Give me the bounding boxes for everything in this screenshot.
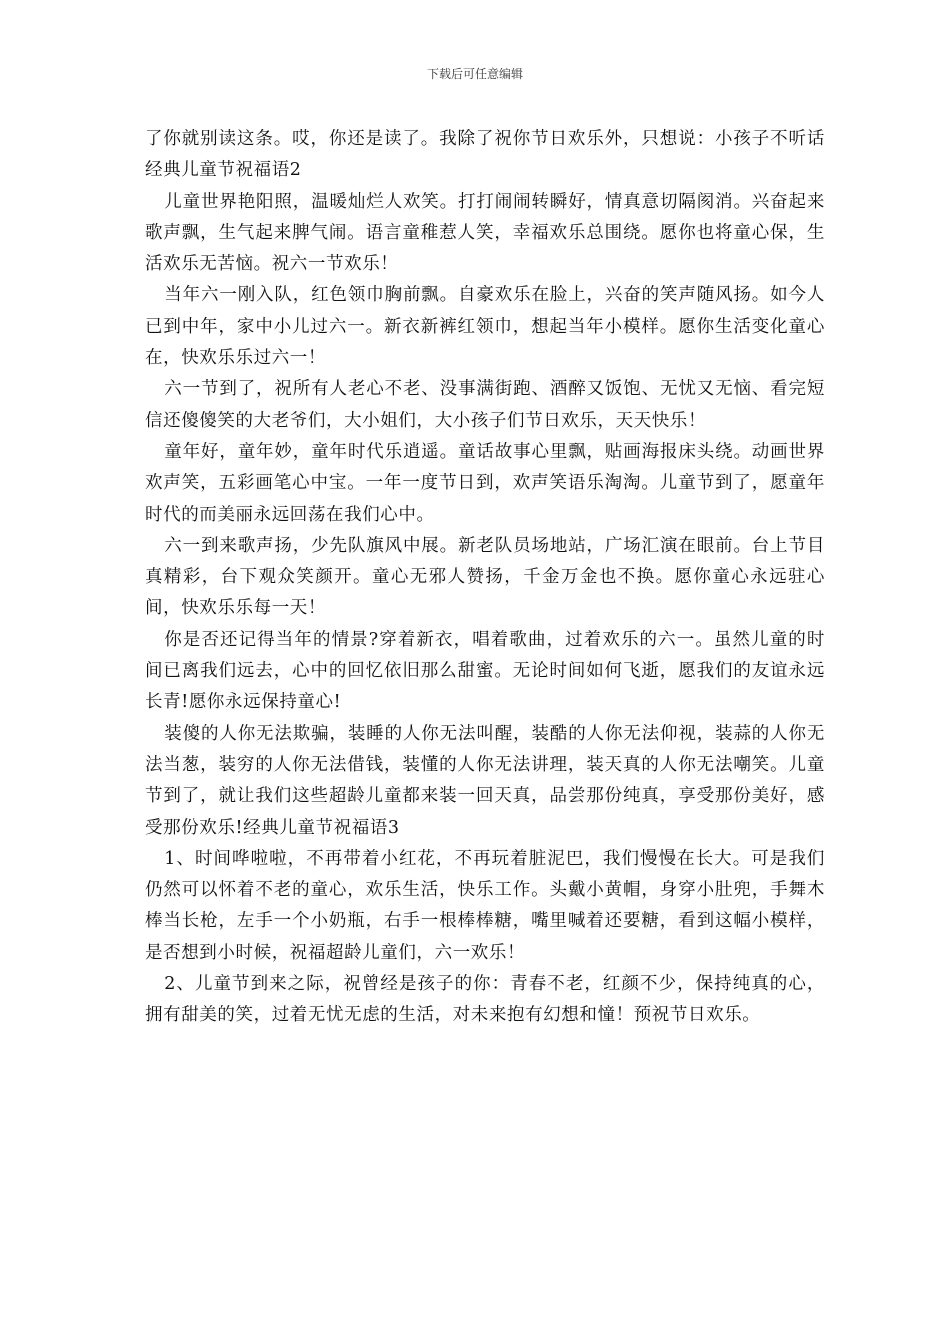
paragraph-8: 装傻的人你无法欺骗，装睡的人你无法叫醒，装酷的人你无法仰视，装蒜的人你无法当葱，装穷的人你无法借钱，装懂的人你无法讲理，装天真的人你无法嘲笑。儿童节到了，就让我们这些超龄儿童都来装一回天真，品尝那份纯真，享受那份美好，感受那份欢乐!经典儿童节祝福语3 [145,723,825,838]
paragraph-4: 六一节到了，祝所有人老心不老、没事满街跑、酒醉又饭饱、无忧又无恼、看完短信还傻傻笑的大老爷们，大小姐们，大小孩子们节日欢乐，天天快乐！ [145,379,825,431]
paragraph-7: 你是否还记得当年的情景?穿着新衣，唱着歌曲，过着欢乐的六一。虽然儿童的时间已离我们远去，心中的回忆依旧那么甜蜜。无论时间如何飞逝，愿我们的友谊永远长青!愿你永远保持童心! [145,629,825,713]
paragraph-6: 六一到来歌声扬，少先队旗风中展。新老队员场地站，广场汇演在眼前。台上节目真精彩，台下观众笑颜开。童心无邪人赞扬，千金万金也不换。愿你童心永远驻心间，快欢乐乐每一天！ [145,535,825,619]
paragraph-2: 儿童世界艳阳照，温暖灿烂人欢笑。打打闹闹转瞬好，情真意切隔阂消。兴奋起来歌声飘，生气起来脾气闹。语言童稚惹人笑，幸福欢乐总围绕。愿你也将童心保，生活欢乐无苦恼。祝六一节欢乐！ [145,191,825,275]
paragraph-3: 当年六一刚入队，红色领巾胸前飘。自豪欢乐在脸上，兴奋的笑声随风扬。如今人已到中年，家中小儿过六一。新衣新裤红领巾，想起当年小模样。愿你生活变化童心在，快欢乐乐过六一！ [145,285,825,369]
page-header: 下载后可任意编辑 [426,67,523,81]
paragraph-9: 1、时间哗啦啦，不再带着小红花，不再玩着脏泥巴，我们慢慢在长大。可是我们仍然可以怀着不老的童心，欢乐生活，快乐工作。头戴小黄帽，身穿小肚兜，手舞木棒当长枪，左手一个小奶瓶，右手一根棒棒糖，嘴里喊着还要糖，看到这幅小模样，是否想到小时候，祝福超龄儿童们，六一欢乐！ [145,848,825,963]
paragraph-5: 童年好，童年妙，童年时代乐逍遥。童话故事心里飘，贴画海报床头绕。动画世界欢声笑，五彩画笔心中宝。一年一度节日到，欢声笑语乐淘淘。儿童节到了，愿童年时代的而美丽永远回荡在我们心中。 [145,441,825,525]
document-body [145,124,825,1032]
paragraph-1: 了你就别读这条。哎，你还是读了。我除了祝你节日欢乐外，只想说：小孩子不听话经典儿童节祝福语2 [145,129,825,181]
paragraph-10: 2、儿童节到来之际，祝曾经是孩子的你：青春不老，红颜不少，保持纯真的心，拥有甜美的笑，过着无忧无虑的生活，对未来抱有幻想和憧！预祝节日欢乐。 [145,974,825,1026]
